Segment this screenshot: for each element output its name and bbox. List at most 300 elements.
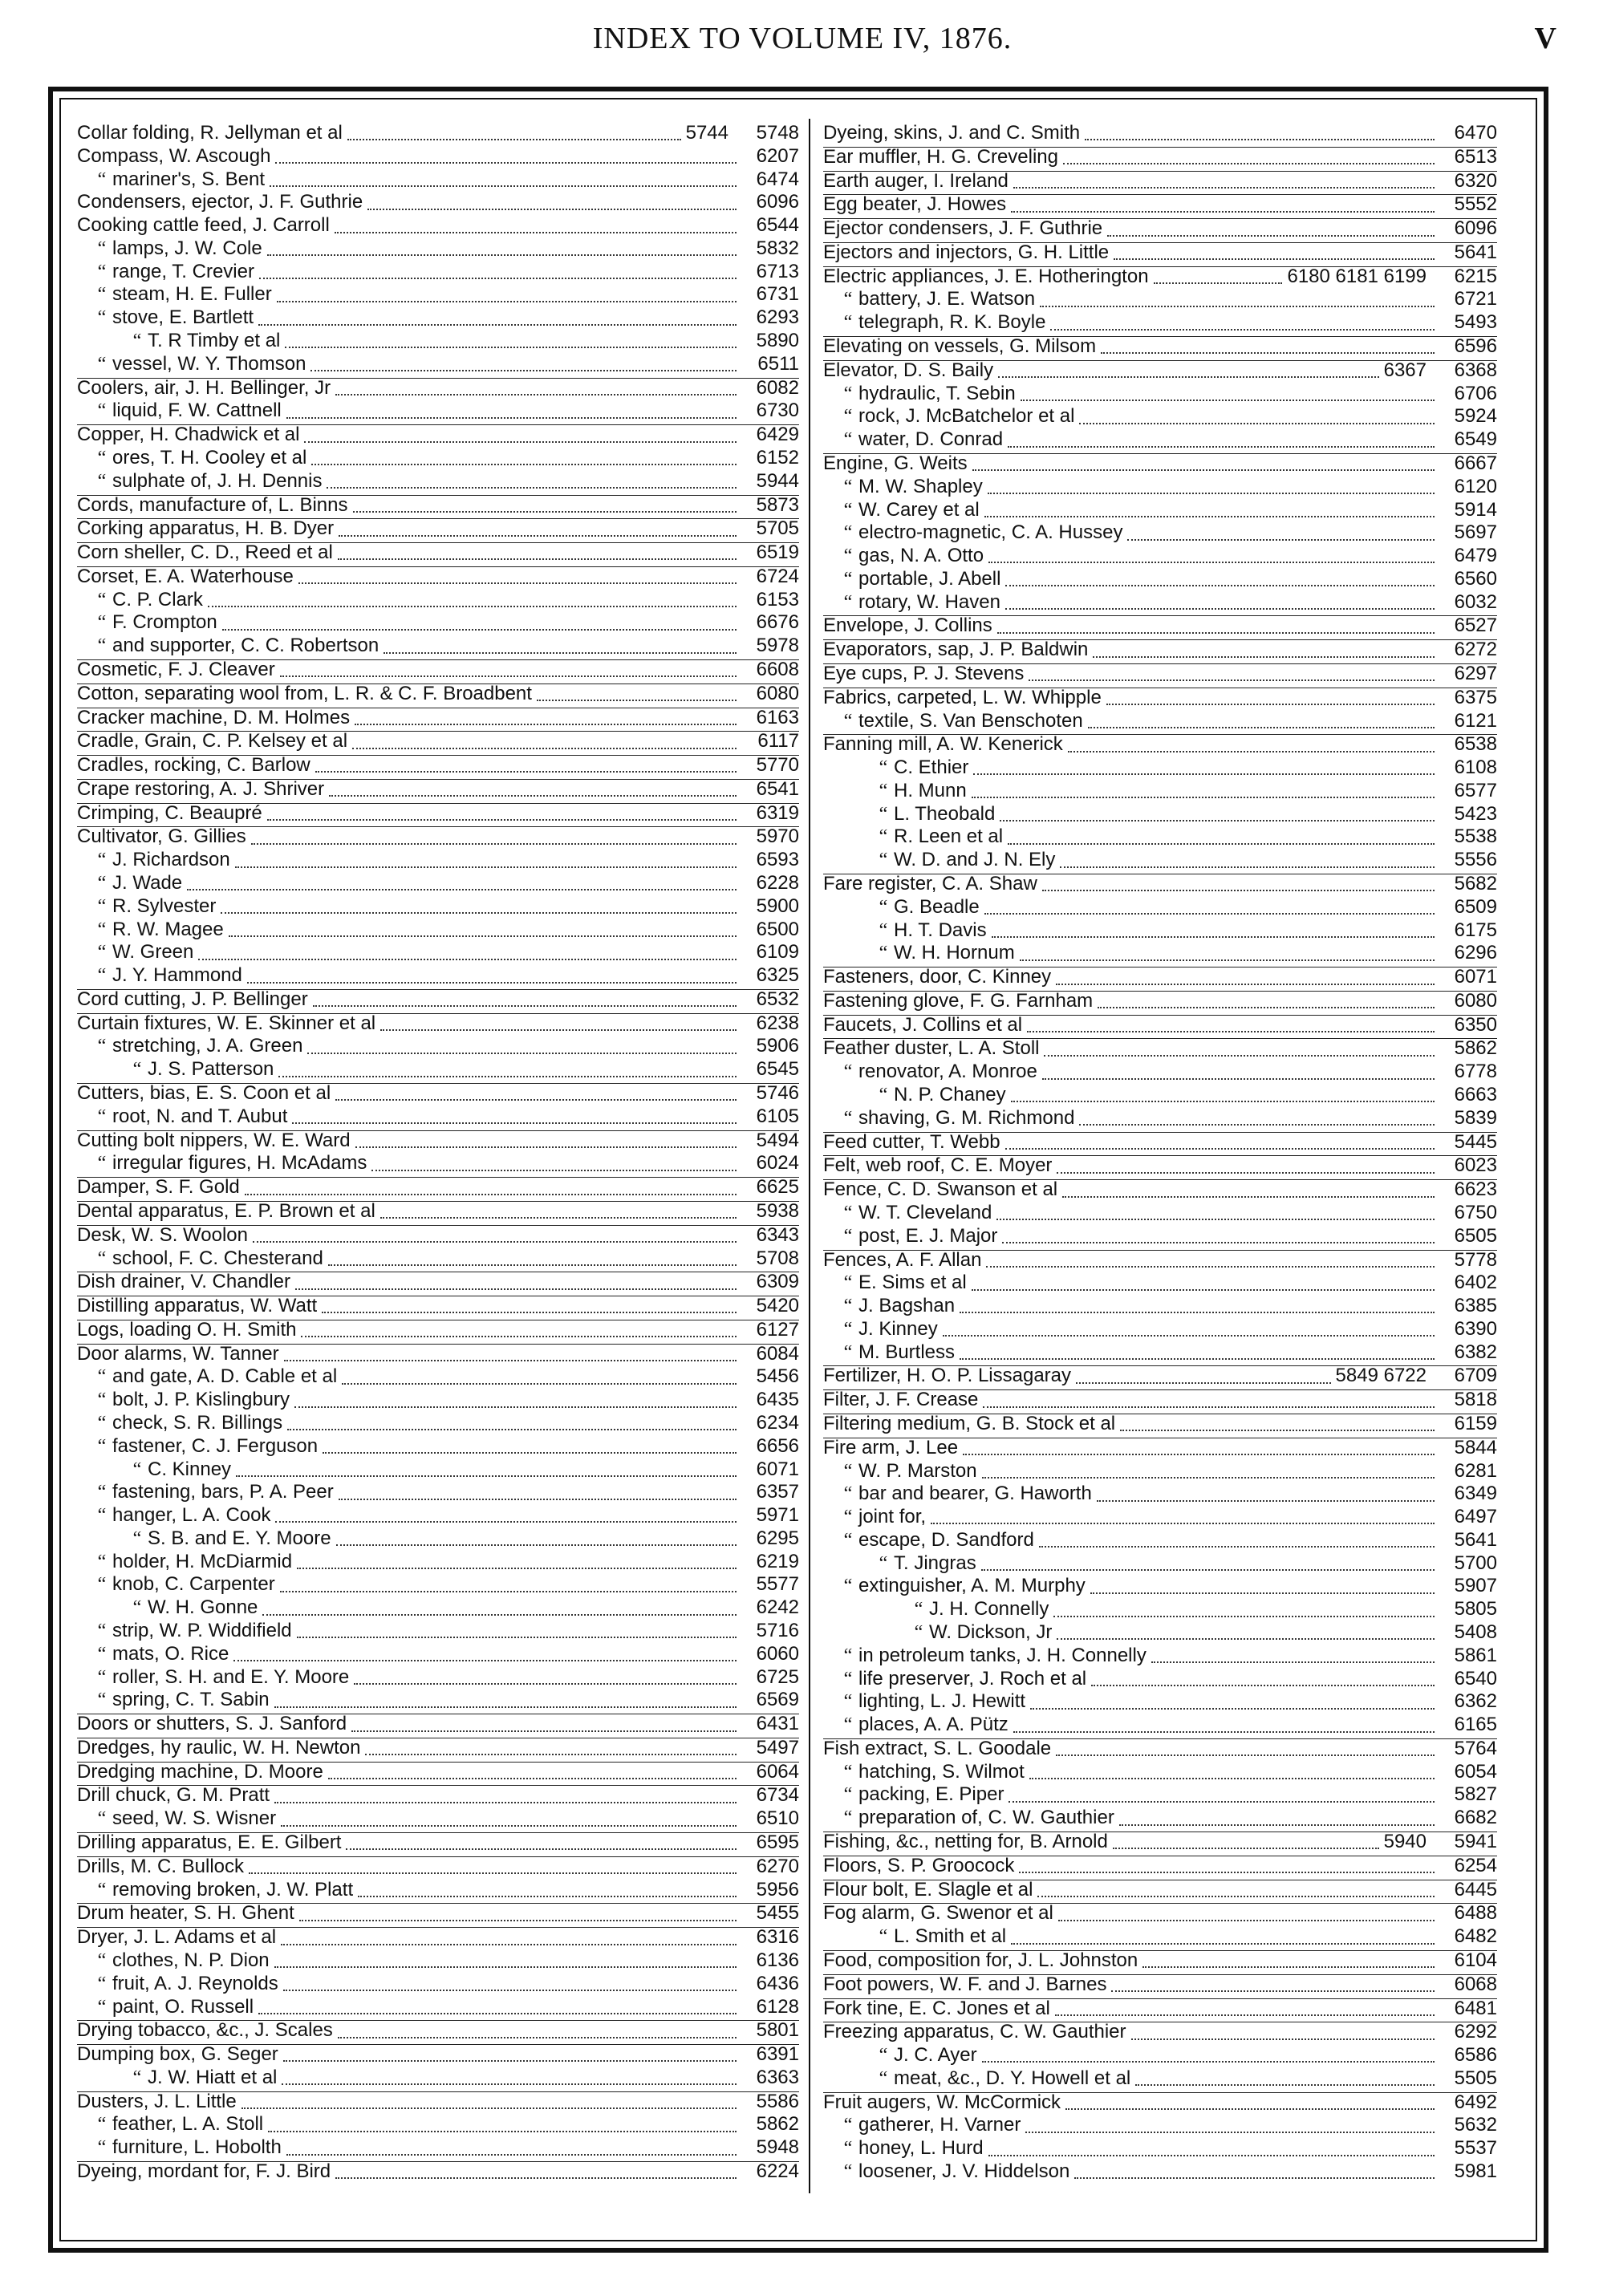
index-entry — [823, 147, 1497, 171]
entry-label: Evaporators, sap, J. P. Baldwin — [823, 639, 1089, 661]
entry-number: 6163 — [756, 707, 799, 728]
index-entry — [823, 1179, 1497, 1203]
index-entry — [77, 708, 799, 732]
index-entry — [77, 1483, 799, 1506]
index-entry — [823, 523, 1497, 546]
dot-leader — [963, 1454, 1435, 1455]
entry-label: Dumping box, G. Seger — [77, 2044, 278, 2066]
dot-leader — [297, 1568, 737, 1569]
index-entry — [823, 1438, 1497, 1462]
dot-leader — [1101, 352, 1435, 354]
entry-label: Collar folding, R. Jellyman et al — [77, 124, 343, 144]
ditto-mark: “ — [97, 1974, 107, 1994]
index-entry — [77, 239, 799, 262]
page-title: INDEX TO VOLUME IV, 1876. — [592, 22, 1013, 55]
entry-label: roller, S. H. and E. Y. Moore — [112, 1667, 350, 1688]
dot-leader — [307, 1053, 737, 1054]
index-entry — [823, 758, 1497, 781]
dot-leader — [358, 1896, 737, 1897]
dot-leader — [339, 535, 737, 537]
dot-leader — [1068, 751, 1435, 752]
dot-leader — [1127, 539, 1435, 541]
index-entry — [823, 1998, 1497, 2022]
entry-number: 5861 — [1454, 1645, 1497, 1666]
index-entry — [77, 424, 799, 448]
entry-number: 6544 — [756, 216, 799, 237]
dot-leader — [267, 254, 737, 256]
ditto-mark: “ — [132, 1598, 142, 1619]
ditto-mark: “ — [879, 920, 888, 941]
index-entry — [823, 1296, 1497, 1320]
index-entry — [77, 1762, 799, 1786]
ditto-mark: “ — [914, 1600, 923, 1621]
entry-label: Doors or shutters, S. J. Sanford — [77, 1714, 347, 1735]
index-entry — [77, 779, 799, 803]
index-entry — [77, 1690, 799, 1714]
ditto-mark: “ — [843, 1692, 853, 1713]
ditto-mark: “ — [97, 874, 107, 894]
dot-leader — [275, 1521, 737, 1523]
entry-number: 6596 — [1454, 336, 1497, 358]
dot-leader — [253, 1241, 737, 1243]
entry-label: stove, E. Bartlett — [112, 308, 254, 329]
dot-leader — [335, 2177, 737, 2179]
index-entry — [77, 1320, 799, 1344]
entry-label: Ejector condensers, J. F. Guthrie — [823, 218, 1103, 240]
dot-leader — [282, 2083, 737, 2085]
entry-number: 6121 — [1454, 711, 1497, 732]
index-entry — [77, 472, 799, 495]
entry-label: steam, H. E. Fuller — [112, 285, 272, 306]
entry-number: 6730 — [756, 401, 799, 422]
entry-label: gas, N. A. Otto — [858, 546, 984, 567]
entry-number: 6108 — [1454, 758, 1497, 779]
entry-label: Fish extract, S. L. Goodale — [823, 1738, 1052, 1759]
entry-number: 5978 — [756, 636, 799, 657]
index-entry — [823, 712, 1497, 735]
entry-number: 6709 — [1454, 1365, 1497, 1387]
dot-leader — [981, 1569, 1435, 1571]
ditto-mark: “ — [843, 2115, 853, 2136]
entry-label: E. Sims et al — [858, 1273, 967, 1294]
entry-number: 6623 — [1454, 1179, 1497, 1201]
entry-label: meat, &c., D. Y. Howell et al — [894, 2068, 1131, 2089]
entry-label: W. H. Gonne — [148, 1598, 258, 1619]
dot-leader — [268, 2131, 737, 2132]
index-entry — [77, 803, 799, 827]
entry-label: ores, T. H. Cooley et al — [112, 448, 307, 469]
entry-number: 5408 — [1454, 1623, 1497, 1643]
entry-label: Damper, S. F. Gold — [77, 1177, 240, 1199]
dot-leader — [221, 912, 737, 914]
index-entry — [823, 921, 1497, 944]
dot-leader — [285, 347, 737, 348]
ditto-mark: “ — [97, 613, 107, 634]
dot-leader — [280, 675, 737, 677]
dot-leader — [1106, 704, 1435, 705]
entry-label: Food, composition for, J. L. Johnston — [823, 1949, 1138, 1971]
entry-number: 6481 — [1454, 1998, 1497, 2019]
index-entry — [77, 1249, 799, 1272]
dot-leader — [335, 394, 737, 396]
entry-number: 6080 — [756, 683, 799, 704]
ditto-mark: “ — [843, 1296, 853, 1317]
entry-label: Fork tine, E. C. Jones et al — [823, 1998, 1050, 2019]
index-entry — [77, 1177, 799, 1201]
entry-label: H. Munn — [894, 781, 967, 801]
entry-label: Eye cups, P. J. Stevens — [823, 663, 1025, 684]
index-entry — [823, 781, 1497, 805]
dot-leader — [1097, 1500, 1435, 1502]
entry-label: honey, L. Hurd — [858, 2139, 984, 2160]
dot-leader — [1025, 2132, 1435, 2133]
dot-leader — [284, 1360, 737, 1361]
dot-leader — [1058, 1920, 1435, 1921]
entry-number: 6096 — [1454, 218, 1497, 240]
ditto-mark: “ — [843, 1715, 853, 1736]
entry-number: 6625 — [756, 1177, 799, 1199]
index-entry — [77, 826, 799, 850]
entry-label: Cradle, Grain, C. P. Kelsey et al — [77, 731, 348, 752]
dot-leader — [311, 464, 737, 465]
index-entry — [77, 355, 799, 378]
entry-label: battery, J. E. Watson — [858, 290, 1036, 310]
entry-extra-numbers: 5849 6722 — [1335, 1365, 1427, 1387]
entry-number: 6159 — [1454, 1413, 1497, 1434]
entry-label: preparation of, C. W. Gauthier — [858, 1808, 1114, 1829]
dot-leader — [352, 748, 737, 749]
entry-label: Fastening glove, F. G. Farnham — [823, 990, 1094, 1012]
index-entry — [823, 1015, 1497, 1039]
ditto-mark: “ — [97, 896, 107, 917]
entry-number: 6682 — [1454, 1808, 1497, 1829]
entry-label: J. C. Ayer — [894, 2046, 977, 2067]
dot-leader — [342, 1383, 737, 1385]
dot-leader — [1030, 1708, 1435, 1710]
entry-number: 6297 — [1454, 663, 1497, 684]
entry-number: 6706 — [1454, 383, 1497, 404]
index-entry — [77, 495, 799, 519]
entry-number: 5938 — [756, 1200, 799, 1222]
index-entry — [77, 1785, 799, 1809]
ditto-mark: “ — [843, 1484, 853, 1505]
index-entry — [77, 1130, 799, 1154]
index-entry — [823, 991, 1497, 1015]
dot-leader — [208, 606, 737, 607]
ditto-mark: “ — [843, 2161, 853, 2182]
dot-leader — [354, 1683, 737, 1685]
index-entry — [77, 1832, 799, 1856]
dot-leader — [249, 1872, 737, 1874]
entry-number: 5948 — [756, 2138, 799, 2159]
entry-number: 6234 — [756, 1413, 799, 1434]
dot-leader — [351, 1730, 737, 1732]
dot-leader — [335, 1099, 737, 1101]
entry-label: vessel, W. Y. Thomson — [112, 354, 306, 375]
index-entry — [77, 1460, 799, 1483]
entry-label: Ear muffler, H. G. Creveling — [823, 146, 1058, 168]
entry-label: J. H. Connelly — [929, 1600, 1049, 1621]
entry-number: 6545 — [756, 1060, 799, 1081]
entry-label: Curtain fixtures, W. E. Skinner et al — [77, 1012, 376, 1034]
ditto-mark: “ — [879, 943, 888, 964]
index-entry — [823, 1554, 1497, 1577]
index-entry — [823, 639, 1497, 663]
entry-label: textile, S. Van Benschoten — [858, 711, 1083, 732]
index-entry — [77, 874, 799, 897]
entry-number: 6470 — [1454, 124, 1497, 144]
dot-leader — [988, 562, 1435, 563]
entry-number: 5924 — [1454, 407, 1497, 428]
index-entry — [823, 194, 1497, 218]
index-entry — [77, 989, 799, 1013]
dot-leader — [274, 1706, 737, 1708]
entry-label: root, N. and T. Aubut — [112, 1106, 288, 1127]
dot-leader — [943, 1335, 1435, 1337]
dot-leader — [304, 441, 737, 443]
index-entry — [823, 1808, 1497, 1832]
dot-leader — [972, 1289, 1435, 1291]
entry-label: Earth auger, I. Ireland — [823, 170, 1009, 192]
index-entry — [77, 966, 799, 989]
entry-number: 6577 — [1454, 781, 1497, 801]
entry-number: 6096 — [756, 193, 799, 213]
entry-number: 6513 — [1454, 146, 1497, 168]
dot-leader — [1113, 1848, 1379, 1849]
entry-label: M. Burtless — [858, 1342, 956, 1363]
entry-number: 6032 — [1454, 592, 1497, 613]
entry-label: Flour bolt, E. Slagle et al — [823, 1879, 1033, 1900]
ditto-mark: “ — [97, 238, 107, 259]
index-column-left — [77, 124, 799, 2185]
dot-leader — [988, 493, 1435, 494]
entry-label: removing broken, J. W. Platt — [112, 1880, 354, 1900]
dot-leader — [1002, 1242, 1435, 1243]
index-entry — [823, 1132, 1497, 1156]
entry-label: Cracker machine, D. M. Holmes — [77, 707, 351, 728]
entry-label: C. Ethier — [894, 758, 969, 779]
entry-number: 6127 — [756, 1319, 799, 1341]
entry-number: 5801 — [756, 2020, 799, 2042]
index-entry — [823, 898, 1497, 921]
entry-label: Envelope, J. Collins — [823, 615, 992, 637]
entry-label: Cosmetic, F. J. Cleaver — [77, 659, 275, 680]
entry-label: Corking apparatus, H. B. Dyer — [77, 518, 335, 540]
index-entry — [823, 967, 1497, 991]
entry-number: 6724 — [756, 566, 799, 587]
dot-leader — [984, 516, 1435, 517]
entry-label: Cotton, separating wool from, L. R. & C. F. Broadbent — [77, 683, 532, 704]
entry-label: clothes, N. P. Dion — [112, 1950, 270, 1971]
dot-leader — [1037, 1896, 1435, 1897]
ditto-mark: “ — [843, 546, 853, 567]
entry-number: 5818 — [1454, 1389, 1497, 1411]
entry-number: 6071 — [756, 1459, 799, 1480]
ditto-mark: “ — [879, 804, 888, 825]
entry-extra-numbers: 5940 — [1383, 1832, 1427, 1853]
entry-label: J. Kinney — [858, 1319, 938, 1340]
entry-label: Copper, H. Chadwick et al — [77, 424, 300, 446]
index-entry — [77, 1506, 799, 1529]
index-entry — [823, 1343, 1497, 1366]
ditto-mark: “ — [879, 758, 888, 779]
dot-leader — [328, 1778, 737, 1779]
entry-number: 5805 — [1454, 1600, 1497, 1621]
dot-leader — [1029, 679, 1435, 681]
ditto-mark: “ — [97, 1036, 107, 1057]
dot-leader — [367, 209, 737, 210]
entry-label: escape, D. Sandford — [858, 1530, 1034, 1551]
entry-label: Felt, web roof, C. E. Moyer — [823, 1155, 1053, 1177]
entry-number: 5577 — [756, 1575, 799, 1596]
entry-number: 5716 — [756, 1621, 799, 1641]
ditto-mark: “ — [97, 354, 107, 375]
index-entry — [77, 170, 799, 193]
entry-number: 6479 — [1454, 546, 1497, 567]
dot-leader — [1008, 446, 1435, 448]
index-entry — [823, 1832, 1497, 1856]
entry-number: 6082 — [756, 377, 799, 399]
entry-number: 6431 — [756, 1714, 799, 1735]
dot-leader — [537, 700, 737, 701]
index-entry — [77, 684, 799, 708]
dot-leader — [1060, 866, 1435, 868]
index-entry — [77, 1013, 799, 1037]
dot-leader — [986, 1266, 1435, 1268]
dot-leader — [336, 1544, 737, 1546]
entry-label: range, T. Crevier — [112, 262, 254, 282]
entry-label: T. Jingras — [894, 1553, 976, 1574]
entry-label: Cradles, rocking, C. Barlow — [77, 755, 310, 777]
entry-label: Filtering medium, G. B. Stock et al — [823, 1413, 1116, 1434]
index-entry — [77, 850, 799, 874]
entry-number: 5697 — [1454, 523, 1497, 544]
entry-number: 6320 — [1454, 170, 1497, 192]
entry-label: Cords, manufacture of, L. Binns — [77, 494, 348, 516]
index-entry — [77, 2091, 799, 2115]
dot-leader — [1019, 1872, 1435, 1873]
dot-leader — [355, 1146, 737, 1148]
ditto-mark: “ — [97, 1667, 107, 1688]
index-entry — [77, 1951, 799, 1974]
entry-label: Faucets, J. Collins et al — [823, 1014, 1023, 1036]
entry-number: 6228 — [756, 874, 799, 894]
entry-label: C. P. Clark — [112, 590, 203, 611]
index-entry — [823, 1646, 1497, 1669]
entry-label: loosener, J. V. Hiddelson — [858, 2161, 1070, 2182]
entry-number: 6362 — [1454, 1692, 1497, 1713]
index-entry — [77, 401, 799, 424]
index-entry — [823, 1507, 1497, 1531]
dot-leader — [972, 797, 1435, 798]
dot-leader — [274, 1802, 737, 1803]
index-entry — [823, 2162, 1497, 2185]
entry-number: 6519 — [756, 542, 799, 564]
index-entry — [823, 1462, 1497, 1485]
index-entry — [77, 920, 799, 943]
index-entry — [823, 1903, 1497, 1927]
entry-number: 6750 — [1454, 1203, 1497, 1223]
dot-leader — [267, 819, 737, 821]
entry-label: Fertilizer, H. O. P. Lissagaray — [823, 1365, 1071, 1387]
entry-number: 5844 — [1454, 1437, 1497, 1458]
index-entry — [77, 731, 799, 755]
ditto-mark: “ — [97, 1506, 107, 1527]
entry-number: 6215 — [1454, 266, 1497, 287]
dot-leader — [1055, 2014, 1435, 2016]
dot-leader — [222, 629, 737, 631]
index-entry — [77, 590, 799, 614]
index-entry — [77, 1529, 799, 1552]
entry-number: 6721 — [1454, 290, 1497, 310]
entry-number: 6510 — [756, 1809, 799, 1830]
index-entry — [77, 566, 799, 590]
dot-leader — [1107, 235, 1435, 237]
ditto-mark: “ — [97, 1997, 107, 2018]
dot-leader — [339, 1499, 737, 1500]
dot-leader — [198, 959, 737, 960]
entry-label: Dredges, hy raulic, W. H. Newton — [77, 1737, 361, 1759]
ditto-mark: “ — [843, 523, 853, 544]
dot-leader — [278, 1076, 737, 1077]
entry-label: Fishing, &c., netting for, B. Arnold — [823, 1832, 1108, 1853]
dot-leader — [1013, 187, 1435, 189]
entry-number: 6104 — [1454, 1949, 1497, 1971]
dot-leader — [973, 773, 1435, 775]
ditto-mark: “ — [97, 1106, 107, 1127]
entry-number: 6363 — [756, 2067, 799, 2088]
ditto-mark: “ — [97, 1880, 107, 1900]
entry-number: 5494 — [756, 1130, 799, 1151]
index-entry — [823, 1414, 1497, 1438]
dot-leader — [1151, 1661, 1435, 1663]
entry-number: 6309 — [756, 1272, 799, 1293]
entry-label: bar and bearer, G. Haworth — [858, 1484, 1092, 1505]
entry-label: Electric appliances, J. E. Hotherington — [823, 266, 1149, 287]
entry-label: F. Crompton — [112, 613, 217, 634]
entry-number: 6270 — [756, 1856, 799, 1877]
entry-number: 6549 — [1454, 430, 1497, 451]
index-entry — [77, 1575, 799, 1598]
entry-number: 6778 — [1454, 1062, 1497, 1083]
entry-number: 6060 — [756, 1644, 799, 1665]
dot-leader — [301, 1336, 737, 1337]
entry-number: 6391 — [756, 2044, 799, 2066]
dot-leader — [310, 370, 737, 371]
index-entry — [77, 897, 799, 920]
index-entry — [823, 2115, 1497, 2139]
dot-leader — [365, 1754, 737, 1755]
page-number: V — [1534, 22, 1556, 55]
entry-number: 6725 — [756, 1667, 799, 1688]
dot-leader — [327, 487, 737, 489]
index-entry — [823, 1273, 1497, 1296]
index-entry — [77, 1645, 799, 1668]
dot-leader — [1114, 258, 1435, 260]
entry-label: J. Wade — [112, 874, 183, 894]
entry-number: 5900 — [756, 896, 799, 917]
entry-label: hydraulic, T. Sebin — [858, 383, 1016, 404]
ditto-mark: “ — [879, 850, 888, 871]
entry-label: fastener, C. J. Ferguson — [112, 1436, 319, 1457]
ditto-mark: “ — [97, 262, 107, 282]
dot-leader — [1005, 608, 1435, 610]
entry-label: furniture, L. Hobolth — [112, 2138, 282, 2159]
entry-label: J. Y. Hammond — [112, 966, 242, 987]
entry-number: 5423 — [1454, 804, 1497, 825]
entry-label: H. T. Davis — [894, 920, 987, 941]
dot-leader — [1057, 1172, 1435, 1174]
